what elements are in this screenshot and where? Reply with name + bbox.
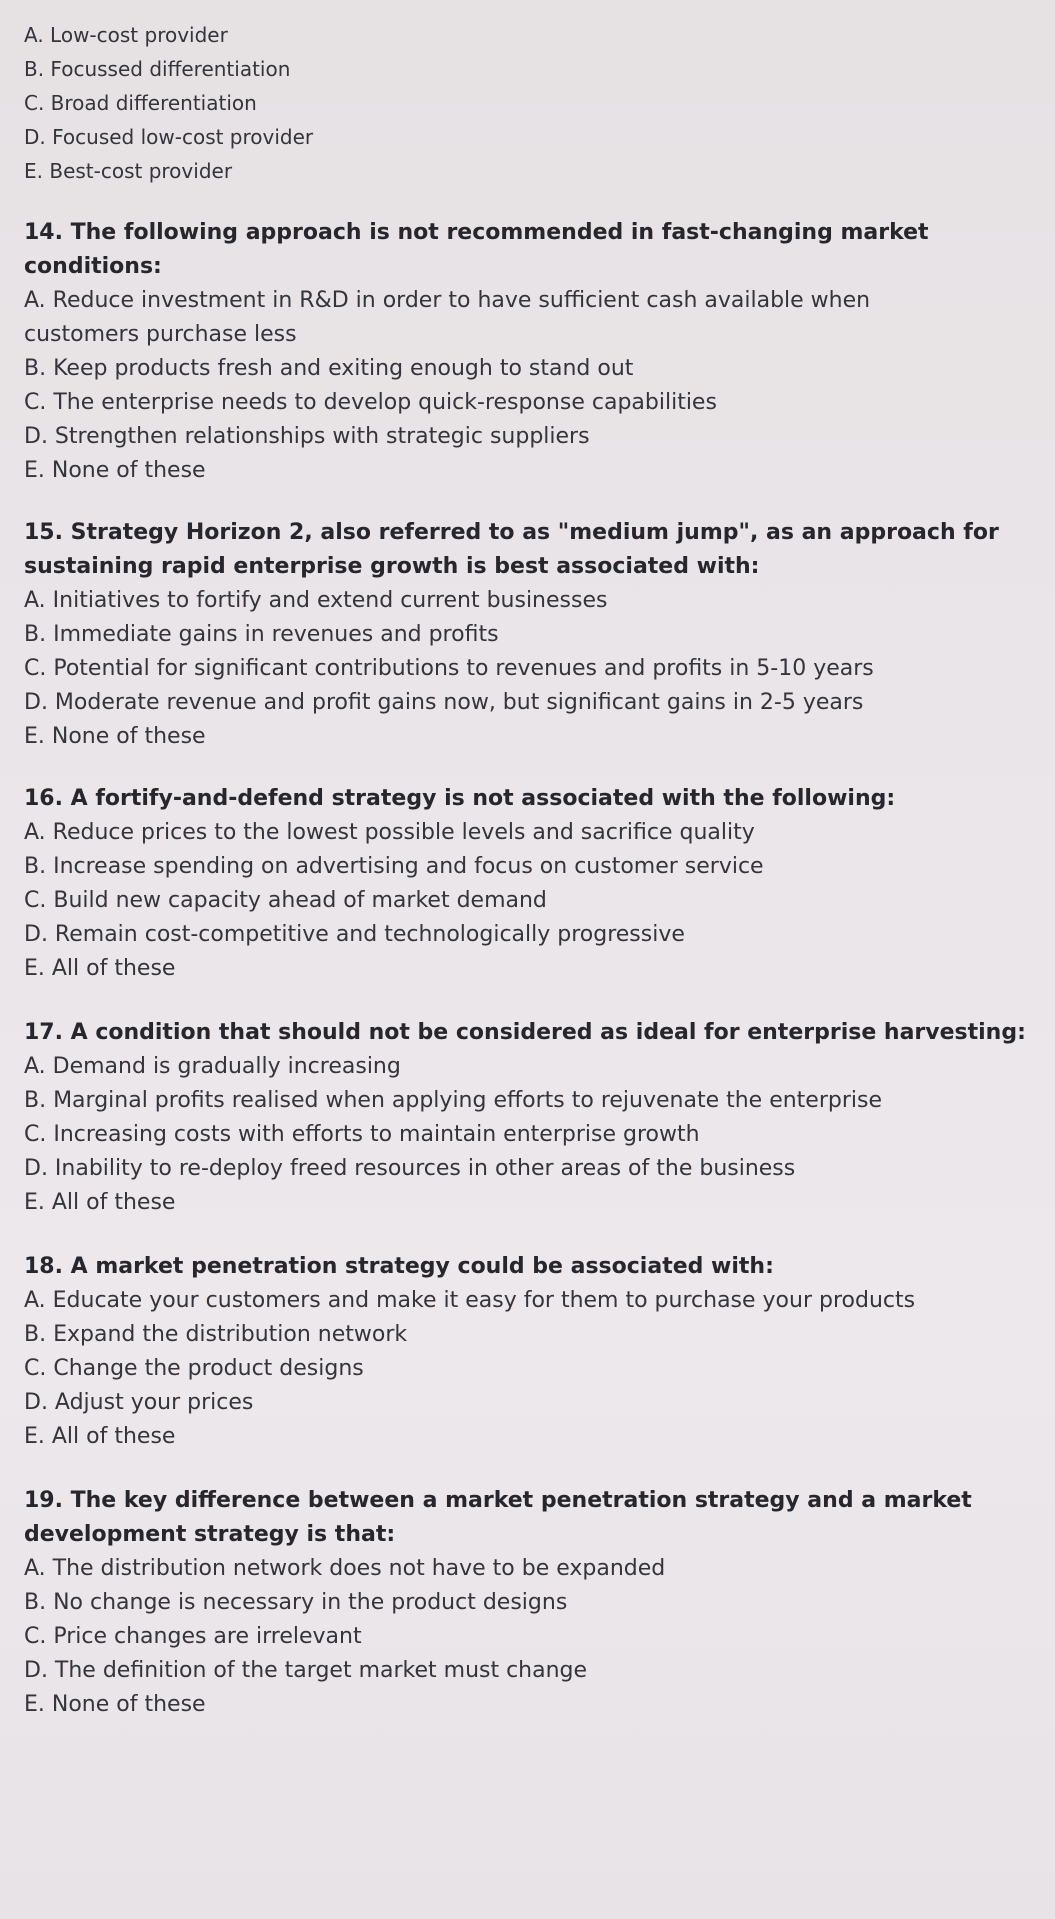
question-18 <box>24 1250 1034 1454</box>
q18-option-e: E. All of these <box>24 1424 176 1449</box>
question-14-text: 14. The following approach is not recommended in fast-changing market conditions: <box>24 220 929 279</box>
question-18-text: 18. A market penetration strategy could be associated with: <box>24 1254 774 1279</box>
q14-option-b: B. Keep products fresh and exiting enough to stand out <box>24 356 634 381</box>
question-14 <box>24 216 1034 488</box>
q17-options <box>24 1050 1034 1220</box>
question-15-text: 15. Strategy Horizon 2, also referred to as "medium jump", as an approach for sustaining rapid enterprise growth is best associated with: <box>24 520 999 579</box>
question-16-text: 16. A fortify-and-defend strategy is not associated with the following: <box>24 786 896 811</box>
q15-option-d: D. Moderate revenue and profit gains now, but significant gains in 2-5 years <box>24 690 864 715</box>
q14-option-c: C. The enterprise needs to develop quick-response capabilities <box>24 390 717 415</box>
question-19 <box>24 1484 1034 1722</box>
q14-option-e: E. None of these <box>24 458 206 483</box>
question-16 <box>24 782 1034 986</box>
q18-options <box>24 1284 1034 1454</box>
q15-option-a: A. Initiatives to fortify and extend current businesses <box>24 588 608 613</box>
q17-option-c: C. Increasing costs with efforts to maintain enterprise growth <box>24 1122 700 1147</box>
q14-option-d: D. Strengthen relationships with strategic suppliers <box>24 424 590 449</box>
q19-option-a: A. The distribution network does not have to be expanded <box>24 1556 666 1581</box>
q18-option-a: A. Educate your customers and make it easy for them to purchase your products <box>24 1288 916 1313</box>
q19-option-d: D. The definition of the target market must change <box>24 1658 588 1683</box>
q14-option-a: A. Reduce investment in R&D in order to have sufficient cash available when customers purchase less <box>24 288 871 347</box>
q16-option-e: E. All of these <box>24 956 176 981</box>
question-17-text: 17. A condition that should not be considered as ideal for enterprise harvesting: <box>24 1020 1026 1045</box>
q19-option-b: B. No change is necessary in the product designs <box>24 1590 568 1615</box>
q16-options <box>24 816 1034 986</box>
q17-option-d: D. Inability to re-deploy freed resources in other areas of the business <box>24 1156 796 1181</box>
q13-options <box>24 18 1034 188</box>
q13-option-d: D. Focused low-cost provider <box>24 125 314 149</box>
question-19-text: 19. The key difference between a market penetration strategy and a market development strategy is that: <box>24 1488 972 1547</box>
exam-page <box>24 18 1034 1722</box>
q15-option-e: E. None of these <box>24 724 206 749</box>
q15-options <box>24 584 1034 754</box>
q19-options <box>24 1552 1034 1722</box>
q15-option-b: B. Immediate gains in revenues and profits <box>24 622 499 647</box>
question-17 <box>24 1016 1034 1220</box>
q13-option-c: C. Broad differentiation <box>24 91 257 115</box>
q16-option-c: C. Build new capacity ahead of market demand <box>24 888 547 913</box>
q19-option-e: E. None of these <box>24 1692 206 1717</box>
q17-option-a: A. Demand is gradually increasing <box>24 1054 401 1079</box>
question-15 <box>24 516 1034 754</box>
q18-option-c: C. Change the product designs <box>24 1356 364 1381</box>
q16-option-a: A. Reduce prices to the lowest possible levels and sacrifice quality <box>24 820 755 845</box>
q13-option-a: A. Low-cost provider <box>24 23 228 47</box>
q16-option-b: B. Increase spending on advertising and focus on customer service <box>24 854 764 879</box>
q17-option-e: E. All of these <box>24 1190 176 1215</box>
q15-option-c: C. Potential for significant contributions to revenues and profits in 5-10 years <box>24 656 874 681</box>
q13-option-b: B. Focussed differentiation <box>24 57 291 81</box>
q18-option-d: D. Adjust your prices <box>24 1390 254 1415</box>
q13-option-e: E. Best-cost provider <box>24 159 233 183</box>
q17-option-b: B. Marginal profits realised when applying efforts to rejuvenate the enterprise <box>24 1088 882 1113</box>
q16-option-d: D. Remain cost-competitive and technologically progressive <box>24 922 685 947</box>
q18-option-b: B. Expand the distribution network <box>24 1322 408 1347</box>
q19-option-c: C. Price changes are irrelevant <box>24 1624 362 1649</box>
q14-options <box>24 284 1034 488</box>
